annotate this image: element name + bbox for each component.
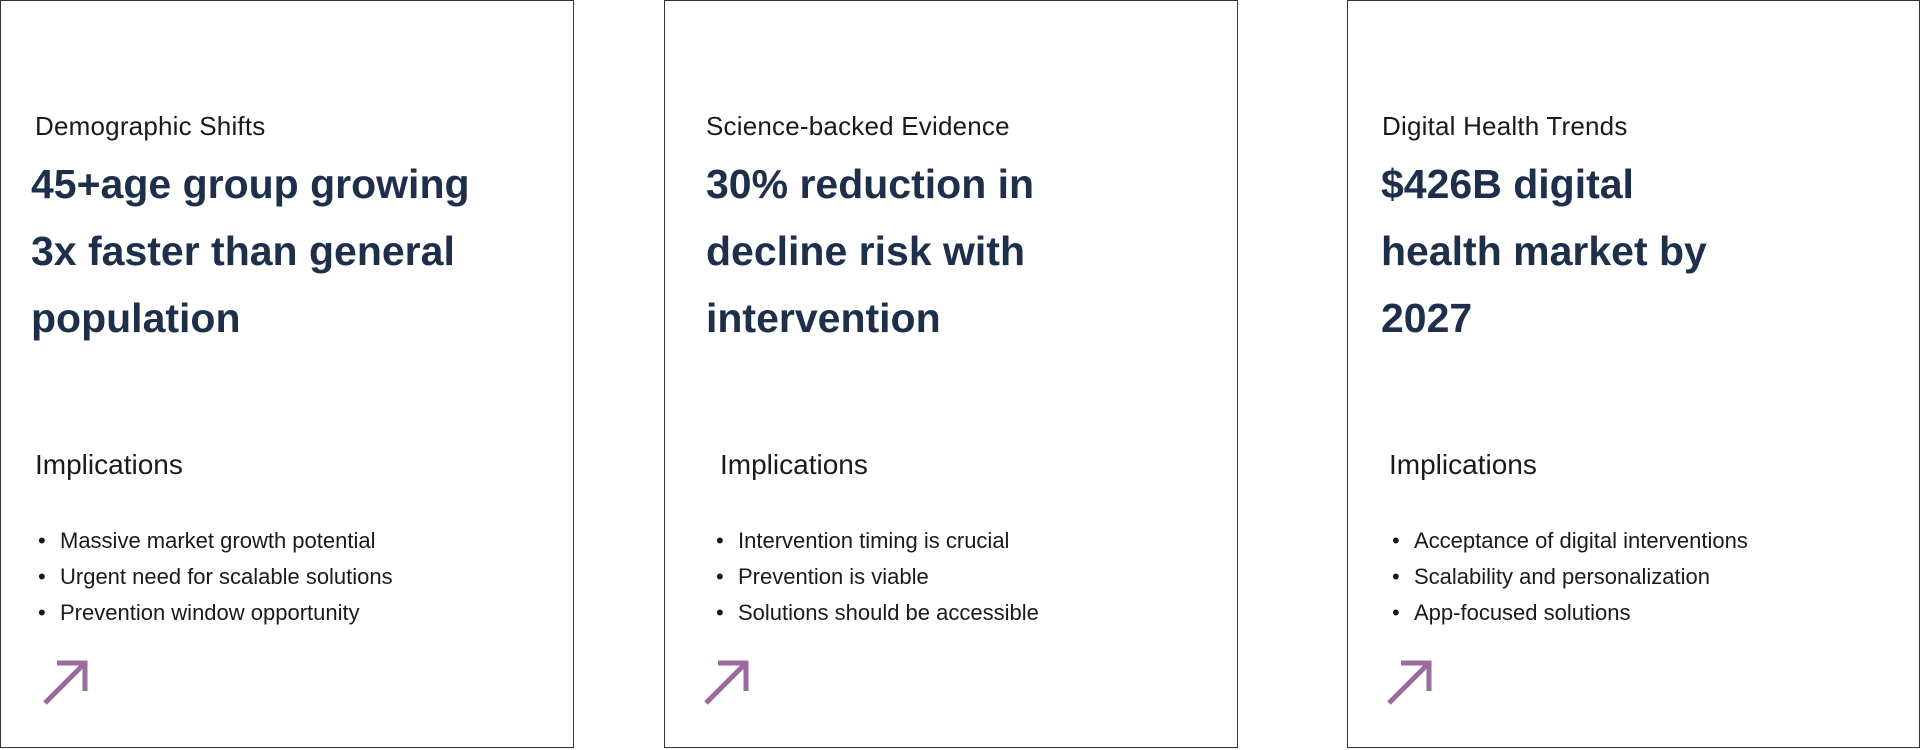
implications-heading: Implications xyxy=(35,449,183,480)
bullet-icon: • xyxy=(38,528,46,553)
implication-text: Prevention is viable xyxy=(738,564,929,589)
card-headline xyxy=(1381,151,1901,352)
bullet-icon: • xyxy=(716,528,724,553)
headline-line: population xyxy=(31,295,241,341)
implication-item xyxy=(713,595,1039,631)
implication-text: Acceptance of digital interventions xyxy=(1414,528,1748,553)
implication-item xyxy=(1389,523,1748,559)
card-eyebrow: Digital Health Trends xyxy=(1382,111,1628,141)
implication-text: Massive market growth potential xyxy=(60,528,376,553)
implication-item xyxy=(35,595,393,631)
bullet-icon: • xyxy=(38,600,46,625)
implication-text: Intervention timing is crucial xyxy=(738,528,1010,553)
insight-card-science-backed-evidence xyxy=(664,0,1238,748)
card-headline xyxy=(706,151,1226,352)
headline-line: 45+age group growing xyxy=(31,161,470,207)
bullet-icon: • xyxy=(1392,564,1400,589)
headline-line: $426B digital xyxy=(1381,161,1634,207)
headline-line: 2027 xyxy=(1381,295,1473,341)
implication-text: Scalability and personalization xyxy=(1414,564,1710,589)
arrow-up-right-icon[interactable] xyxy=(702,659,750,707)
card-headline xyxy=(31,151,551,352)
card-eyebrow: Demographic Shifts xyxy=(35,111,266,141)
bullet-icon: • xyxy=(1392,600,1400,625)
bullet-icon: • xyxy=(38,564,46,589)
headline-line: intervention xyxy=(706,295,941,341)
implication-item xyxy=(1389,559,1748,595)
implications-heading: Implications xyxy=(720,449,868,480)
implications-list xyxy=(35,523,393,631)
bullet-icon: • xyxy=(716,600,724,625)
implication-text: Solutions should be accessible xyxy=(738,600,1039,625)
implication-text: App-focused solutions xyxy=(1414,600,1631,625)
headline-line: 3x faster than general xyxy=(31,228,455,274)
implications-list xyxy=(713,523,1039,631)
implication-item xyxy=(713,559,1039,595)
bullet-icon: • xyxy=(716,564,724,589)
implication-item xyxy=(35,559,393,595)
bullet-icon: • xyxy=(1392,528,1400,553)
headline-line: health market by xyxy=(1381,228,1707,274)
implications-list xyxy=(1389,523,1748,631)
implication-item xyxy=(35,523,393,559)
headline-line: decline risk with xyxy=(706,228,1025,274)
insight-card-demographic-shifts xyxy=(0,0,574,748)
implication-item xyxy=(713,523,1039,559)
implication-item xyxy=(1389,595,1748,631)
arrow-up-right-icon[interactable] xyxy=(1385,659,1433,707)
card-eyebrow: Science-backed Evidence xyxy=(706,111,1010,141)
implication-text: Urgent need for scalable solutions xyxy=(60,564,393,589)
implications-heading: Implications xyxy=(1389,449,1537,480)
arrow-up-right-icon[interactable] xyxy=(41,659,89,707)
implication-text: Prevention window opportunity xyxy=(60,600,360,625)
headline-line: 30% reduction in xyxy=(706,161,1035,207)
insight-card-digital-health-trends xyxy=(1347,0,1920,748)
